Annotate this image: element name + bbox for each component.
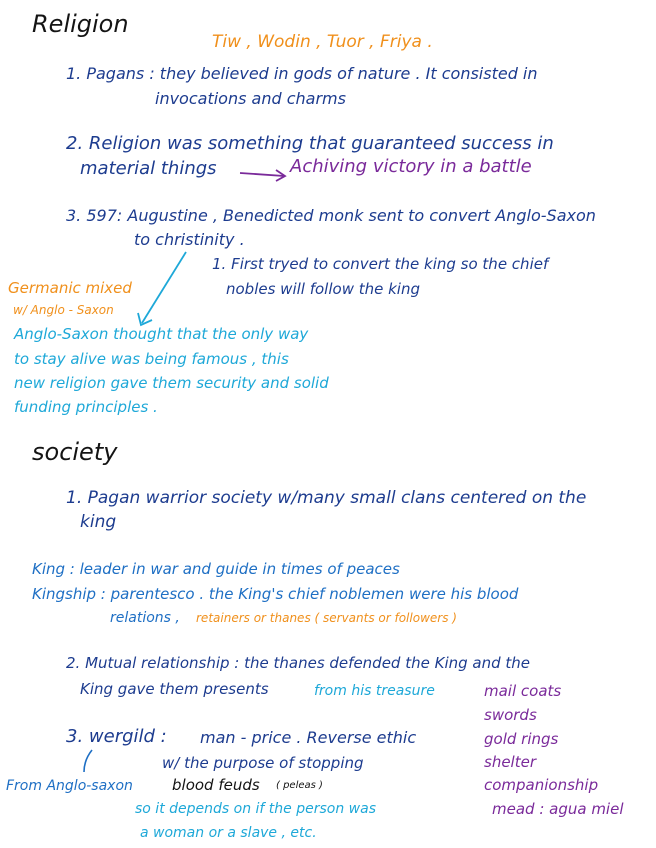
gods-list: Tiw , Wodin , Tuor , Friya . <box>212 32 433 52</box>
religion-heading: Religion <box>32 10 129 38</box>
anglo-note-line: new religion gave them security and solid <box>14 374 329 392</box>
society-item-1: 1. Pagan warrior society w/many small clans centered on the <box>66 488 587 508</box>
from-anglo-note: From Anglo-saxon <box>6 778 133 794</box>
gift-item: mead : agua miel <box>492 800 624 818</box>
anglo-note-line: funding principles . <box>14 398 158 416</box>
society-item-2: 2. Mutual relationship : the thanes defended the King and the <box>66 654 531 672</box>
society-item-3-cont: w/ the purpose of stopping <box>162 754 364 772</box>
religion-item-3-cont: to christinity . <box>134 230 245 249</box>
society-item-3: 3. wergild : <box>66 726 167 747</box>
anglo-note-line: Anglo-Saxon thought that the only way <box>14 325 309 343</box>
bracket-mark-icon <box>84 750 92 772</box>
retainers-note: retainers or thanes ( servants or followers ) <box>196 611 457 625</box>
relations-word: relations , <box>110 610 180 626</box>
kingship-definition: Kingship : parentesco . the King's chief noblemen were his blood <box>32 585 519 603</box>
religion-subitem-1: 1. First tryed to convert the king so the chief <box>212 255 549 273</box>
king-definition: King : leader in war and guide in times of peaces <box>32 560 400 578</box>
society-heading: society <box>32 438 118 466</box>
peleas-note: ( peleas ) <box>276 780 323 791</box>
religion-item-3: 3. 597: Augustine , Benedicted monk sent to convert Anglo-Saxon <box>66 206 596 225</box>
gift-item: mail coats <box>484 682 562 700</box>
germanic-note: Germanic mixed <box>8 279 132 297</box>
society-item-1-cont: king <box>80 512 117 532</box>
woman-note-cont: a woman or a slave , etc. <box>140 825 317 841</box>
battle-note: Achiving victory in a battle <box>290 156 532 177</box>
society-item-2-cont: King gave them presents <box>80 680 269 698</box>
treasure-note: from his treasure <box>314 683 435 699</box>
anglo-note-line: to stay alive was being famous , this <box>14 350 289 368</box>
religion-item-2: 2. Religion was something that guaranteed success in <box>66 133 554 154</box>
gift-item: gold rings <box>484 730 559 748</box>
gift-item: swords <box>484 706 537 724</box>
religion-item-2-cont: material things <box>80 158 217 179</box>
blood-feuds: blood feuds <box>172 776 260 794</box>
religion-item-1: 1. Pagans : they believed in gods of nature . It consisted in <box>66 64 538 83</box>
germanic-note-cont: w/ Anglo - Saxon <box>13 303 114 317</box>
gift-item: companionship <box>484 776 599 794</box>
religion-item-1-cont: invocations and charms <box>155 89 346 108</box>
religion-subitem-1-cont: nobles will follow the king <box>226 280 420 298</box>
pointer-line-icon <box>138 252 186 325</box>
society-item-3-rest: man - price . Reverse ethic <box>200 728 417 747</box>
woman-note: so it depends on if the person was <box>135 801 376 817</box>
arrow-right-icon <box>240 170 285 181</box>
gift-item: shelter <box>484 753 536 771</box>
